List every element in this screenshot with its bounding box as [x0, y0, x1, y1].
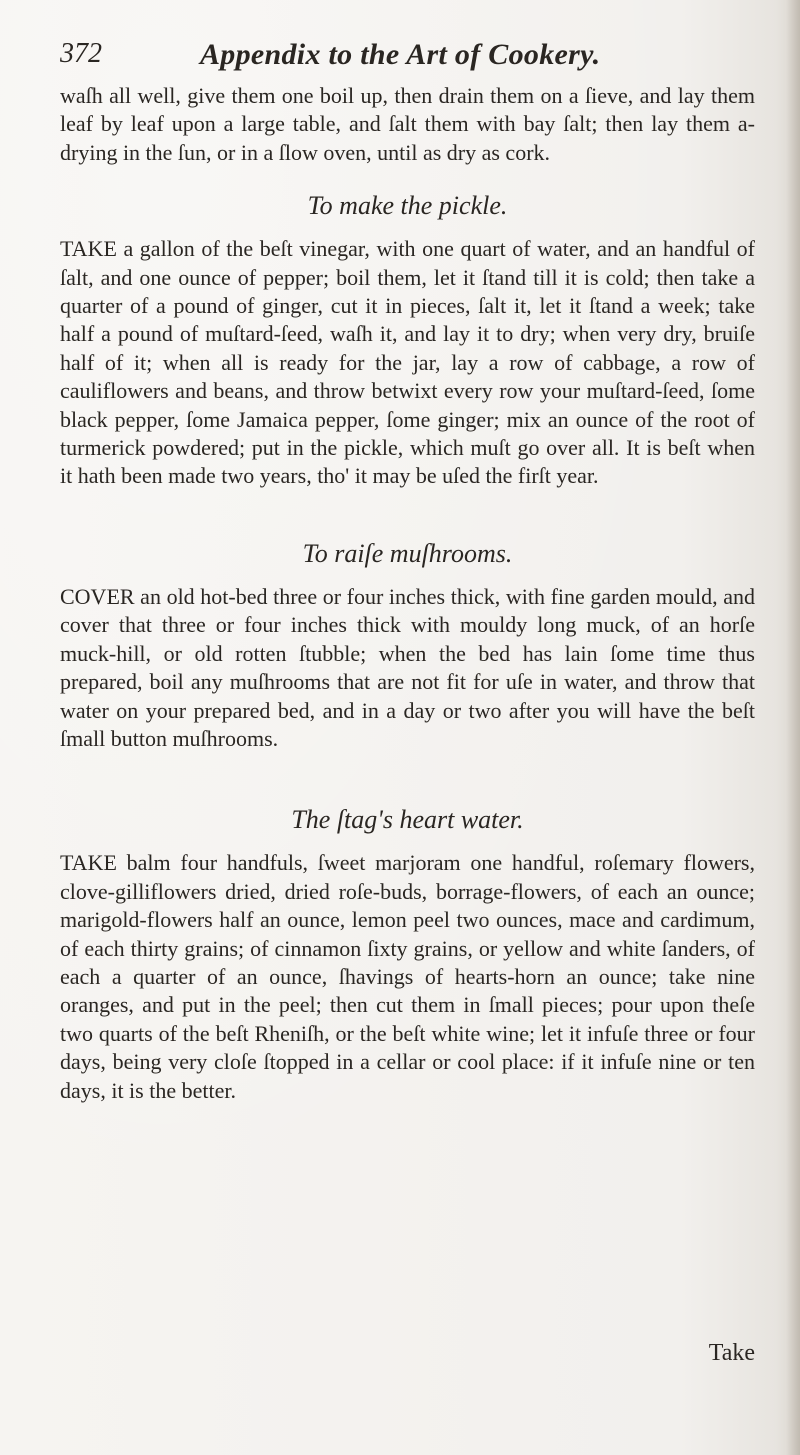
page-number: 372	[60, 38, 102, 69]
pickle-paragraph: TAKE a gallon of the beſt vinegar, with one quart of water, and an handful of ſalt, and one ounce of pepper; boil them, let it ſtand till it is cold; then take a quarter of a pound of ginger, cut it in pieces, ſalt it, let it ſtand a week; take half a pound of muſtard-ſeed, waſh it, and lay it to dry; when very dry, bruiſe half of it; when all is ready for the jar, lay a row of cabbage, a row of cauliflowers and beans, and throw betwixt every row your muſtard-ſeed, ſome black pepper, ſome Jamaica pepper, ſome ginger; mix an ounce of the root of turmerick powdered; put in the pickle, which muſt go over all. It is beſt when it hath been made two years, tho' it may be uſed the firſt year.	[60, 236, 755, 489]
mushrooms-paragraph: COVER an old hot-bed three or four inches thick, with fine garden mould, and cover that three or four inches thick with mouldy long muck, of an horſe muck-hill, or old rotten ſtubble; when the bed has lain ſome time thus prepared, boil any muſhrooms that are not fit for uſe in water, and throw that water on your prepared bed, and in a day or two after you will have the beſt ſmall button muſhrooms.	[60, 583, 755, 751]
page-edge-shadow	[786, 0, 800, 1455]
mushrooms-heading: To raiſe muſhrooms.	[302, 538, 513, 568]
running-head-title: Appendix to the Art of Cookery.	[200, 38, 601, 71]
stag-heart-water-heading: The ſtag's heart water.	[291, 805, 524, 835]
running-head	[60, 38, 750, 78]
catchword: Take	[708, 1340, 755, 1366]
intro-paragraph: waſh all well, give them one boil up, then drain them on a ſieve, and lay them leaf by leaf upon a large table, and ſalt them with bay ſalt; then lay them a-drying in the ſun, or in a ſlow oven, until as dry as cork.	[60, 83, 755, 165]
text-block	[60, 82, 755, 1105]
pickle-heading: To make the pickle.	[307, 191, 508, 221]
stag-heart-water-paragraph: TAKE balm four handfuls, ſweet marjoram one handful, roſemary flowers, clove-gilliflowers dried, dried roſe-buds, borrage-flowers, of each an ounce; marigold-flowers half an ounce, lemon peel two ounces, mace and cardimum, of each thirty grains; of cinnamon ſixty grains, or yellow and white ſanders, of each a quarter of an ounce, ſhavings of hearts-horn an ounce; take nine oranges, and put in the peel; then cut them in ſmall pieces; pour upon theſe two quarts of the beſt Rheniſh, or the beſt white wine; let it infuſe three or four days, being very cloſe ſtopped in a cellar or cool place: if it infuſe nine or ten days, it is the better.	[60, 850, 755, 1103]
